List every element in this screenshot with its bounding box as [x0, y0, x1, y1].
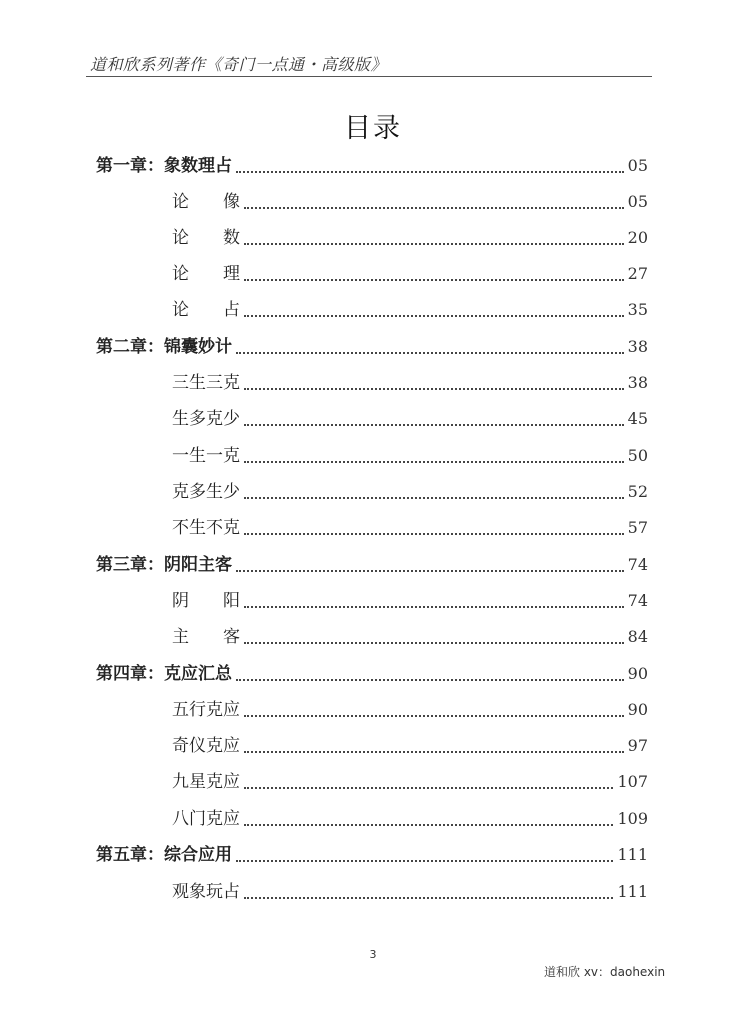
toc-entry-label: 一生一克 — [172, 446, 240, 466]
toc-entry-label: 八门克应 — [172, 809, 240, 829]
dot-leader — [244, 715, 624, 717]
toc-chapter-5[interactable] — [96, 839, 648, 867]
dot-leader — [244, 388, 624, 390]
toc-entry-page: 111 — [617, 845, 648, 864]
toc-entry-page: 107 — [617, 772, 648, 791]
toc-entry-page: 109 — [617, 809, 648, 828]
toc-entry-page: 111 — [617, 882, 648, 901]
toc-entry-label: 奇仪克应 — [172, 736, 240, 756]
toc-entry-page: 74 — [627, 555, 648, 574]
toc-entry-label: 五行克应 — [172, 700, 240, 720]
toc-chapter-4[interactable] — [96, 658, 648, 686]
dot-leader — [244, 243, 624, 245]
toc-entry-label: 论 占 — [172, 300, 240, 320]
toc-section[interactable] — [96, 730, 648, 758]
toc-entry-label: 克多生少 — [172, 482, 240, 502]
toc-section[interactable] — [96, 403, 648, 431]
toc-section[interactable] — [96, 512, 648, 540]
toc-entry-page: 05 — [627, 192, 648, 211]
dot-leader — [244, 497, 624, 499]
toc-entry-label: 第五章：综合应用 — [96, 845, 232, 865]
dot-leader — [244, 461, 624, 463]
toc-title: 目录 — [344, 113, 402, 144]
toc-entry-page: 27 — [627, 264, 648, 283]
toc-section[interactable] — [96, 876, 648, 904]
toc-entry-page: 50 — [627, 446, 648, 465]
footer-credit: 道和欣 xv：daohexin — [544, 965, 666, 979]
toc-section[interactable] — [96, 476, 648, 504]
toc-entry-page: 74 — [627, 591, 648, 610]
dot-leader — [244, 424, 624, 426]
toc-entry-page: 45 — [627, 409, 648, 428]
toc-section[interactable] — [96, 621, 648, 649]
toc-section[interactable] — [96, 186, 648, 214]
dot-leader — [236, 352, 624, 354]
toc-entry-label: 三生三克 — [172, 373, 240, 393]
toc-chapter-1[interactable] — [96, 150, 648, 178]
dot-leader — [244, 279, 624, 281]
toc-chapter-2[interactable] — [96, 331, 648, 359]
toc-entry-page: 20 — [627, 228, 648, 247]
toc-entry-page: 97 — [627, 736, 648, 755]
toc-entry-page: 38 — [627, 373, 648, 392]
dot-leader — [236, 679, 624, 681]
dot-leader — [236, 171, 624, 173]
toc-entry-page: 90 — [627, 700, 648, 719]
toc-entry-label: 论 理 — [172, 264, 240, 284]
dot-leader — [244, 787, 613, 789]
toc-section[interactable] — [96, 694, 648, 722]
dot-leader — [244, 824, 613, 826]
toc-section[interactable] — [96, 222, 648, 250]
toc-entry-page: 57 — [627, 518, 648, 537]
toc-entry-label: 生多克少 — [172, 409, 240, 429]
header-title: 道和欣系列著作《奇门一点通・高级版》 — [90, 55, 388, 74]
page-number: 3 — [369, 948, 377, 961]
toc-entry-label: 九星克应 — [172, 772, 240, 792]
dot-leader — [244, 315, 624, 317]
dot-leader — [244, 207, 624, 209]
dot-leader — [244, 751, 624, 753]
toc-section[interactable] — [96, 258, 648, 286]
toc-entry-label: 阴 阳 — [172, 591, 240, 611]
toc-entry-label: 主 客 — [172, 627, 240, 647]
dot-leader — [244, 897, 613, 899]
toc-entry-label: 第一章：象数理占 — [96, 156, 232, 176]
toc-entry-page: 05 — [627, 156, 648, 175]
toc-section[interactable] — [96, 367, 648, 395]
dot-leader — [244, 642, 624, 644]
toc-section[interactable] — [96, 294, 648, 322]
toc-section[interactable] — [96, 766, 648, 794]
toc-entry-label: 第三章：阴阳主客 — [96, 555, 232, 575]
toc-entry-label: 论 数 — [172, 228, 240, 248]
toc-entry-label: 观象玩占 — [172, 882, 240, 902]
toc-entry-page: 38 — [627, 337, 648, 356]
toc-chapter-3[interactable] — [96, 549, 648, 577]
dot-leader — [244, 533, 624, 535]
toc-entry-label: 第四章：克应汇总 — [96, 664, 232, 684]
toc-entry-page: 35 — [627, 300, 648, 319]
toc-entry-page: 90 — [627, 664, 648, 683]
toc-entry-page: 52 — [627, 482, 648, 501]
dot-leader — [244, 606, 624, 608]
toc-entry-page: 84 — [627, 627, 648, 646]
dot-leader — [236, 860, 613, 862]
toc-entry-label: 不生不克 — [172, 518, 240, 538]
toc-entry-label: 第二章：锦囊妙计 — [96, 337, 232, 357]
toc-section[interactable] — [96, 585, 648, 613]
toc-section[interactable] — [96, 440, 648, 468]
dot-leader — [236, 570, 624, 572]
toc-section[interactable] — [96, 803, 648, 831]
toc-entry-label: 论 像 — [172, 192, 240, 212]
